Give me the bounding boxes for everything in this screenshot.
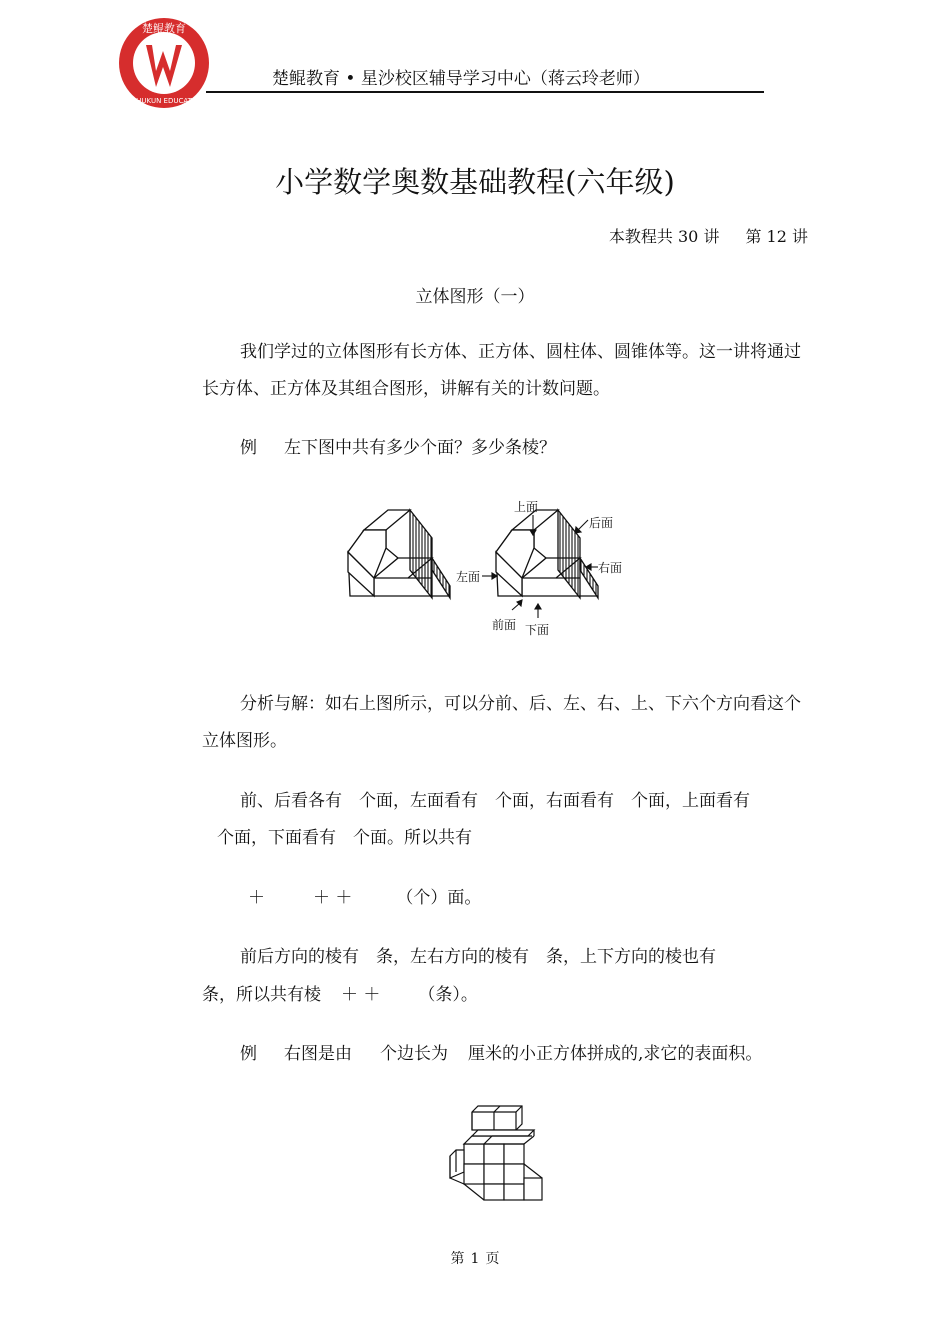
intro-paragraph bbox=[202, 334, 808, 408]
page-prefix: 第 bbox=[450, 1251, 465, 1267]
label-bottom: 下面 bbox=[525, 623, 550, 637]
example2-question bbox=[202, 1036, 808, 1073]
edges-line-1 bbox=[202, 939, 808, 976]
edges-text-1: 前后方向的棱有 条，左右方向的棱有 条，上下方向的棱也有 bbox=[240, 947, 716, 967]
staircase-solid-right bbox=[496, 510, 598, 598]
label-left: 左面 bbox=[456, 570, 481, 584]
document-title: 小学数学奥数基础教程(六年级) bbox=[275, 165, 675, 199]
example2-text-c: 厘米的小正方体拼成的,求它的表面积。 bbox=[468, 1044, 763, 1064]
label-front: 前面 bbox=[492, 618, 517, 632]
logo-subtext: CHUKUN EDUCATION bbox=[131, 97, 205, 105]
faces-line-2 bbox=[202, 820, 808, 857]
logo-text: 楚鲲教育 bbox=[142, 22, 186, 35]
faces-text-2: 个面，下面看有 个面。所以共有 bbox=[217, 828, 472, 848]
header-text: 楚鲲教育 • 星沙校区辅导学习中心（蒋云玲老师） bbox=[272, 69, 650, 89]
label-back: 后面 bbox=[589, 516, 614, 530]
example2-text-b: 个边长为 bbox=[380, 1044, 448, 1064]
edges-unit: （条）。 bbox=[418, 985, 478, 1005]
header-divider bbox=[206, 91, 764, 93]
stacked-cubes-figure bbox=[448, 1104, 548, 1202]
label-right: 右面 bbox=[598, 561, 623, 575]
staircase-figure bbox=[340, 490, 630, 640]
page-number-value: 1 bbox=[470, 1251, 480, 1267]
current-lecture: 第 12 讲 bbox=[745, 227, 808, 246]
edges-text-2: 条，所以共有棱 bbox=[202, 985, 321, 1005]
faces-line-1 bbox=[202, 783, 808, 820]
sum-unit: （个）面。 bbox=[396, 888, 482, 908]
label-top: 上面 bbox=[514, 500, 539, 514]
analysis-paragraph bbox=[202, 686, 808, 760]
total-lectures: 本教程共 30 讲 bbox=[608, 227, 720, 246]
example2-text-a: 右图是由 bbox=[284, 1044, 352, 1064]
example1-prefix: 例 bbox=[240, 438, 257, 458]
analysis-text: 分析与解：如右上图所示，可以分前、后、左、右、上、下六个方向看这个立体图形。 bbox=[202, 694, 801, 751]
section-title: 立体图形（一） bbox=[415, 287, 535, 307]
faces-sum-line bbox=[202, 880, 808, 917]
staircase-solid-left bbox=[348, 510, 450, 598]
edges-line-2 bbox=[202, 977, 808, 1014]
company-logo-icon bbox=[116, 15, 212, 111]
faces-text-1: 前、后看各有 个面，左面看有 个面，右面看有 个面，上面看有 bbox=[240, 791, 750, 811]
lecture-info bbox=[609, 224, 808, 247]
intro-text: 我们学过的立体图形有长方体、正方体、圆柱体、圆锥体等。这一讲将通过长方体、正方体及其组合图形，讲解有关的计数问题。 bbox=[202, 342, 801, 399]
example1-question bbox=[202, 430, 808, 467]
edges-plus: ＋ ＋ bbox=[341, 985, 381, 1005]
example2-prefix: 例 bbox=[240, 1044, 257, 1064]
sum-plus-2: ＋ ＋ bbox=[313, 888, 353, 908]
page-number bbox=[0, 1248, 950, 1268]
page-suffix: 页 bbox=[485, 1251, 500, 1267]
example1-text: 左下图中共有多少个面？多少条棱？ bbox=[284, 438, 556, 458]
sum-plus-1: ＋ bbox=[248, 888, 265, 908]
